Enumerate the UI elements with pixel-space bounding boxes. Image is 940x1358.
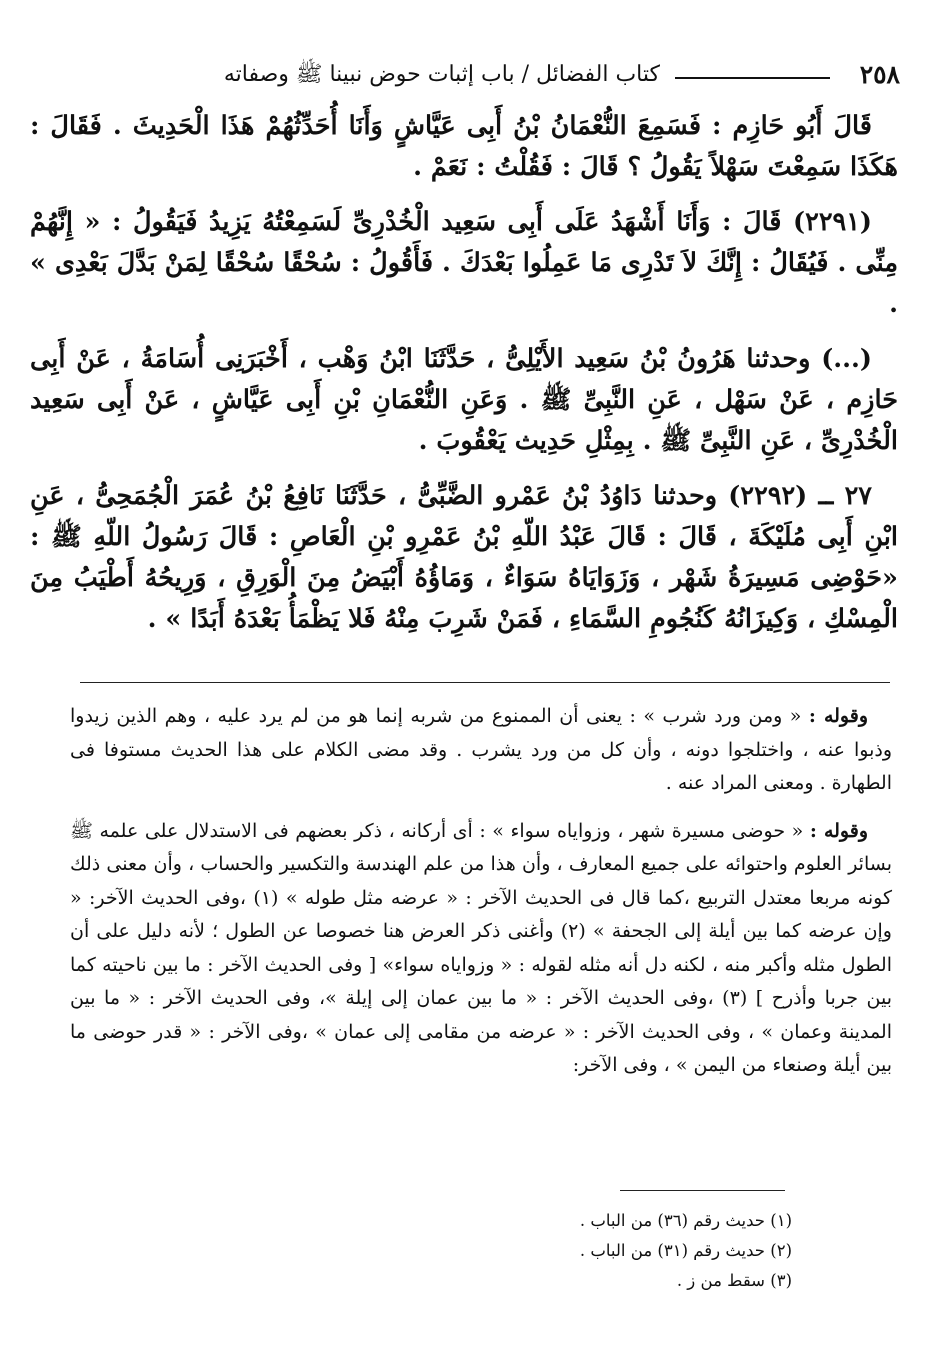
commentary-paragraph (70, 700, 892, 801)
commentary (70, 700, 892, 1097)
hadith-paragraph: (٢٢٩١) قَالَ : وَأَنَا أَشْهَدُ عَلَى أَبِى سَعِيد الْخُدْرِىِّ لَسَمِعْتُهُ يَزِيدُ فَيَقُولُ : « إِنَّهُمْ مِنِّى . فَيُقَالُ : إِنَّكَ لاَ تَدْرِى مَا عَمِلُوا بَعْدَكَ . فَأَقُولُ : سُحْقًا سُحْقًا لِمَنْ بَدَّلَ بَعْدِى » . (30, 207, 898, 319)
header-rule (675, 77, 830, 79)
section-divider (80, 682, 890, 683)
commentary-lead: وقوله : (808, 705, 869, 727)
footnote: (٢) حديث رقم (٣١) من الباب . (579, 1241, 792, 1260)
commentary-text: « ومن ورد شرب » : يعنى أن الممنوع من شربه إنما هو من لم يرد عليه ، وهم الذين زيدوا وذبوا عنه ، واختلجوا دونه ، وأن كل من ورد يشرب . وقد مضى الكلام على هذا الحديث مستوفا فى الطهارة . ومعنى المراد عنه . (70, 705, 892, 794)
commentary-lead: وقوله : (809, 819, 868, 842)
footnote: (٣) سقط من ز . (676, 1271, 792, 1290)
running-header (40, 58, 900, 92)
header-title: كتاب الفضائل / باب إثبات حوض نبينا ﷺ وصفاته (223, 62, 660, 87)
hadith-paragraph: (...) وحدثنا هَرُونُ بْنُ سَعِيد الأَيْلِىُّ ، حَدَّثَنَا ابْنُ وَهْب ، أَخْبَرَنِى أُسَامَةُ ، عَنْ أَبِى حَازِم ، عَنْ سَهْل ، عَنِ النَّبِىِّ ﷺ . وَعَنِ النُّعْمَانِ بْنِ أَبِى عَيَّاشٍ ، عَنْ أَبِى سَعِيد الْخُدْرِىِّ ، عَنِ النَّبِىِّ ﷺ . بِمِثْلِ حَدِيث يَعْقُوبَ . (30, 344, 898, 456)
hadith-paragraph: ٢٧ ــ (٢٢٩٢) وحدثنا دَاوُدُ بْنُ عَمْرو الضَّبِّىُّ ، حَدَّثَنَا نَافِعُ بْنُ عُمَرَ الْجُمَحِىُّ ، عَنِ ابْنِ أَبِى مُلَيْكَةَ ، قَالَ : قَالَ عَبْدُ اللّهِ بْنُ عَمْرِو بْنِ الْعَاصِ : قَالَ رَسُولُ اللّهِ ﷺ : «حَوْضِى مَسِيرَةُ شَهْر ، وَزَوَايَاهُ سَوَاءٌ ، وَمَاؤُهُ أَبْيَضُ مِنَ الْوَرِقِ ، وَرِيحُهُ أَطْيَبُ مِنَ الْمِسْكِ ، وَكِيزَانُهُ كَنُجُومِ السَّمَاءِ ، فَمَنْ شَرِبَ مِنْهُ فَلا يَظْمَأُ بَعْدَهُ أَبَدًا » . (30, 481, 898, 634)
commentary-paragraph (70, 815, 892, 1083)
footnote-rule (620, 1190, 785, 1191)
commentary-text: « حوضى مسيرة شهر ، وزواياه سواء » : أى أركانه ، ذكر بعضهم فى الاستدلال على علمه ﷺ بسائر العلوم واحتوائه على جميع المعارف ، وأن هذا من علم الهندسة والتكسير والحساب ، وأن معنى ذلك كونه مربعا معتدل التربيع ،كما قال فى الحديث الآخر : « عرضه مثل طوله » (١) ،وفى الحديث الآخر: « وإن عرضه كما بين أيلة إلى الجحفة » (٢) وأغنى ذكر العرض هنا خصوصا عن الطول ؛ لأنه دليل على أن الطول مثله وأكبر منه ، لكنه دل أنه مثله لقوله : « وزواياه سواء» [ وفى الحديث الآخر : ما بين ناحيته كما بين جربا وأذرح ] (٣) ،وفى الحديث الآخر : « ما بين عمان إلى إيلة »، وفى الحديث الآخر : « ما بين المدينة وعمان » ، وفى الحديث الآخر : « عرضه من مقامى إلى عمان » ،وفى الآخر : « قدر حوضى ما بين أيلة وصنعاء من اليمن » ، وفى الآخر: (70, 819, 892, 1076)
page-number: ٢٥٨ (859, 60, 900, 89)
footnote: (١) حديث رقم (٣٦) من الباب . (579, 1211, 792, 1230)
hadith-paragraph: قَالَ أَبُو حَازِم : فَسَمِعَ النُّعْمَانُ بْنُ أَبِى عَيَّاشٍ وَأَنَا أُحَدِّثُهُمْ هَذَا الْحَدِيثَ . فَقَالَ : هَكَذَا سَمِعْتَ سَهْلاً يَقُولُ ؟ قَالَ : فَقُلْتُ : نَعَمْ . (30, 111, 898, 182)
hadith-text (30, 106, 898, 654)
footnotes (400, 1206, 792, 1296)
